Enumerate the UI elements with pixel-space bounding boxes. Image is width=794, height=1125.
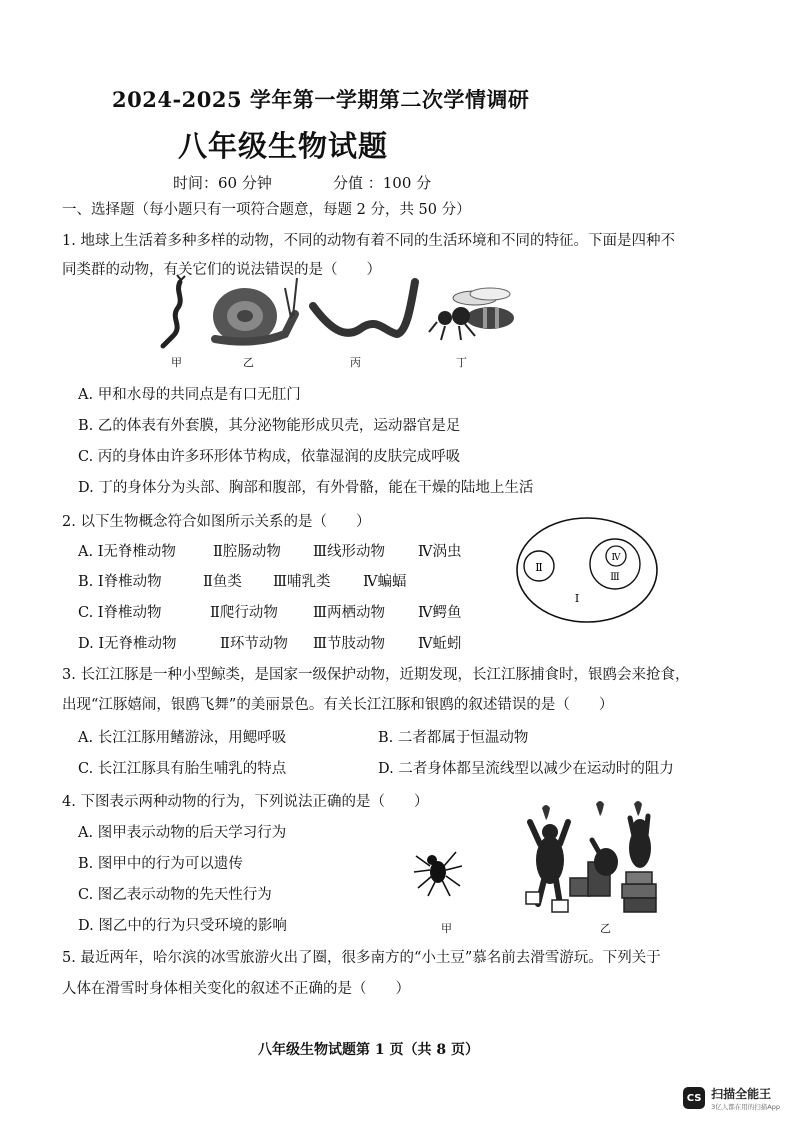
q4-option-a: A. 图甲表示动物的后天学习行为	[78, 825, 287, 841]
camscanner-logo-icon: CS	[683, 1087, 705, 1109]
q2-option-c-1: C. Ⅰ脊椎动物	[78, 605, 162, 621]
q2-option-d-3: Ⅲ节肢动物	[313, 636, 385, 652]
page-footer: 八年级生物试题第 1 页（共 8 页）	[258, 1042, 479, 1058]
q2-option-a-4: Ⅳ涡虫	[418, 544, 462, 560]
q3-option-d: D. 二者身体都呈流线型以减少在运动时的阻力	[378, 761, 674, 777]
q2-option-a-2: Ⅱ腔肠动物	[213, 544, 281, 560]
q3-option-c: C. 长江江豚具有胎生哺乳的特点	[78, 761, 287, 777]
q2-stem: 2. 以下生物概念符合如图所示关系的是（ ）	[62, 514, 371, 530]
scanner-brand-name: 扫描全能王	[711, 1087, 772, 1101]
exam-title: 八年级生物试题	[178, 129, 389, 163]
exam-score: 分值 ：100 分	[333, 174, 432, 192]
q5-stem-line2: 人体在滑雪时身体相关变化的叙述不正确的是（ ）	[62, 981, 410, 997]
q4-stem: 4. 下图表示两种动物的行为，下列说法正确的是（ ）	[62, 794, 429, 810]
q3-option-b: B. 二者都属于恒温动物	[378, 730, 529, 746]
q2-option-c-3: Ⅲ两栖动物	[313, 605, 385, 621]
q2-option-c-2: Ⅱ爬行动物	[210, 605, 278, 621]
q1-animal-figure	[145, 274, 525, 354]
q2-option-c-4: Ⅳ鳄鱼	[418, 605, 462, 621]
q3-stem-line2: 出现“江豚嬉闹，银鸥飞舞”的美丽景色。有关长江江豚和银鸥的叙述错误的是（ ）	[62, 697, 614, 713]
venn-label-right: Ⅲ	[610, 572, 620, 583]
q1-option-c: C. 丙的身体由许多环形体节构成，依靠湿润的皮肤完成呼吸	[78, 449, 461, 465]
scanner-watermark	[683, 1085, 780, 1111]
q4-behavior-figure	[410, 800, 670, 918]
section-heading: 一、选择题（每小题只有一项符合题意，每题 2 分，共 50 分）	[62, 202, 471, 218]
q2-option-d-1: D. Ⅰ无脊椎动物	[78, 636, 177, 652]
q4-label-jia: 甲	[441, 922, 452, 935]
q2-option-b-1: B. Ⅰ脊椎动物	[78, 574, 162, 590]
q1-stem-line1: 1. 地球上生活着多种多样的动物，不同的动物有着不同的生活环境和不同的特征。下面是四种不	[62, 233, 675, 249]
animal-bing-drawing	[313, 282, 415, 334]
q4-label-yi: 乙	[600, 922, 611, 935]
exam-time: 时间：60 分钟	[173, 174, 272, 192]
scanner-tagline: 3亿人都在用的扫描App	[711, 1103, 780, 1111]
q1-stem-line2: 同类群的动物，有关它们的说法错误的是（ ）	[62, 262, 381, 278]
q2-option-d-2: Ⅱ环节动物	[220, 636, 288, 652]
q2-venn-diagram	[512, 514, 662, 626]
venn-label-outer: Ⅰ	[574, 592, 580, 605]
q2-option-a-3: Ⅲ线形动物	[313, 544, 385, 560]
q1-option-b: B. 乙的体表有外套膜，其分泌物能形成贝壳，运动器官是足	[78, 418, 461, 434]
q2-option-b-3: Ⅲ哺乳类	[273, 574, 331, 590]
q1-option-d: D. 丁的身体分为头部、胸部和腹部，有外骨骼，能在干燥的陆地上生活	[78, 480, 534, 496]
q3-option-a: A. 长江江豚用鳍游泳，用鳃呼吸	[78, 730, 287, 746]
spider-drawing	[414, 852, 462, 896]
q3-stem-line1: 3. 长江江豚是一种小型鲸类，是国家一级保护动物，近期发现，长江江豚捕食时，银鸥会来抢食，	[62, 667, 690, 683]
q1-label-jia: 甲	[171, 356, 182, 369]
q1-label-yi: 乙	[243, 356, 254, 369]
q2-option-d-4: Ⅳ蚯蚓	[418, 636, 462, 652]
venn-label-inner: Ⅳ	[611, 553, 621, 563]
exam-term-title: 2024-2025 学年第一学期第二次学情调研	[112, 87, 530, 112]
animal-jia-drawing	[163, 275, 185, 346]
animal-ding-drawing	[429, 288, 514, 340]
q1-label-ding: 丁	[456, 356, 467, 369]
q4-option-b: B. 图甲中的行为可以遗传	[78, 856, 243, 872]
chimpanzee-boxes-drawing	[526, 801, 656, 912]
q4-option-d: D. 图乙中的行为只受环境的影响	[78, 918, 287, 934]
q5-stem-line1: 5. 最近两年，哈尔滨的冰雪旅游火出了圈，很多南方的“小土豆”慕名前去滑雪游玩。下列关于	[62, 950, 661, 966]
q4-option-c: C. 图乙表示动物的先天性行为	[78, 887, 272, 903]
q2-option-b-2: Ⅱ鱼类	[203, 574, 242, 590]
q1-option-a: A. 甲和水母的共同点是有口无肛门	[78, 387, 301, 403]
q2-option-b-4: Ⅳ蝙蝠	[363, 574, 407, 590]
q1-label-bing: 丙	[350, 356, 361, 369]
animal-yi-drawing	[213, 278, 297, 344]
venn-label-left: Ⅱ	[535, 561, 543, 574]
q2-option-a-1: A. Ⅰ无脊椎动物	[78, 544, 176, 560]
